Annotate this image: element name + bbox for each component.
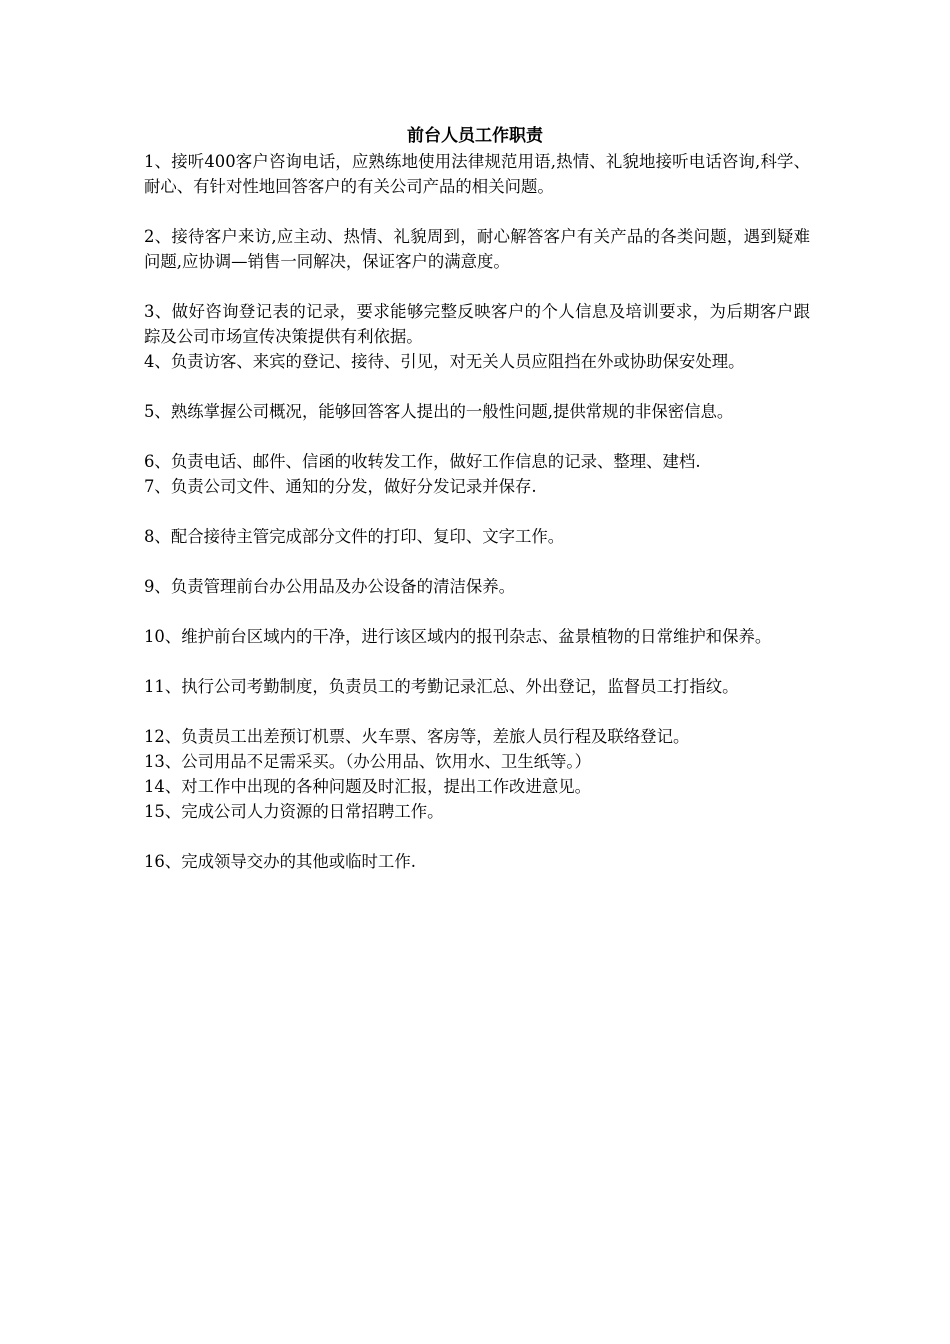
duty-item-11: 11、执行公司考勤制度，负责员工的考勤记录汇总、外出登记，监督员工打指纹。 [144,677,739,696]
duty-item-15: 15、完成公司人力资源的日常招聘工作。 [144,802,444,821]
duty-item-2: 2、接待客户来访,应主动、热情、礼貌周到，耐心解答客户有关产品的各类问题，遇到疑难问题,应协调—销售一同解决，保证客户的满意度。 [144,227,810,271]
duty-item-4: 4、负责访客、来宾的登记、接待、引见，对无关人员应阻挡在外或协助保安处理。 [144,352,745,371]
duty-item-16: 16、完成领导交办的其他或临时工作. [144,852,416,871]
duty-item-10: 10、维护前台区域内的干净，进行该区域内的报刊杂志、盆景植物的日常维护和保养。 [144,627,772,646]
duty-item-12: 12、负责员工出差预订机票、火车票、客房等，差旅人员行程及联络登记。 [144,727,690,746]
duty-list [144,149,810,874]
duty-item-7: 7、负责公司文件、通知的分发，做好分发记录并保存. [144,477,537,496]
duty-item-13: 13、公司用品不足需采买。（办公用品、饮用水、卫生纸等。） [144,752,592,771]
duty-item-14: 14、对工作中出现的各种问题及时汇报，提出工作改进意见。 [144,777,592,796]
duty-item-5: 5、熟练掌握公司概况，能够回答客人提出的一般性问题,提供常规的非保密信息。 [144,402,734,421]
duty-item-3: 3、做好咨询登记表的记录，要求能够完整反映客户的个人信息及培训要求，为后期客户跟踪及公司市场宣传决策提供有利依据。 [144,302,810,346]
document-title: 前台人员工作职责 [407,126,543,146]
duty-item-1: 1、接听400客户咨询电话，应熟练地使用法律规范用语,热情、礼貌地接听电话咨询,科学、耐心、有针对性地回答客户的有关公司产品的相关问题。 [144,152,810,196]
duty-item-8: 8、配合接待主管完成部分文件的打印、复印、文字工作。 [144,527,565,546]
duty-item-9: 9、负责管理前台办公用品及办公设备的清洁保养。 [144,577,516,596]
duty-item-6: 6、负责电话、邮件、信函的收转发工作，做好工作信息的记录、整理、建档. [144,452,701,471]
